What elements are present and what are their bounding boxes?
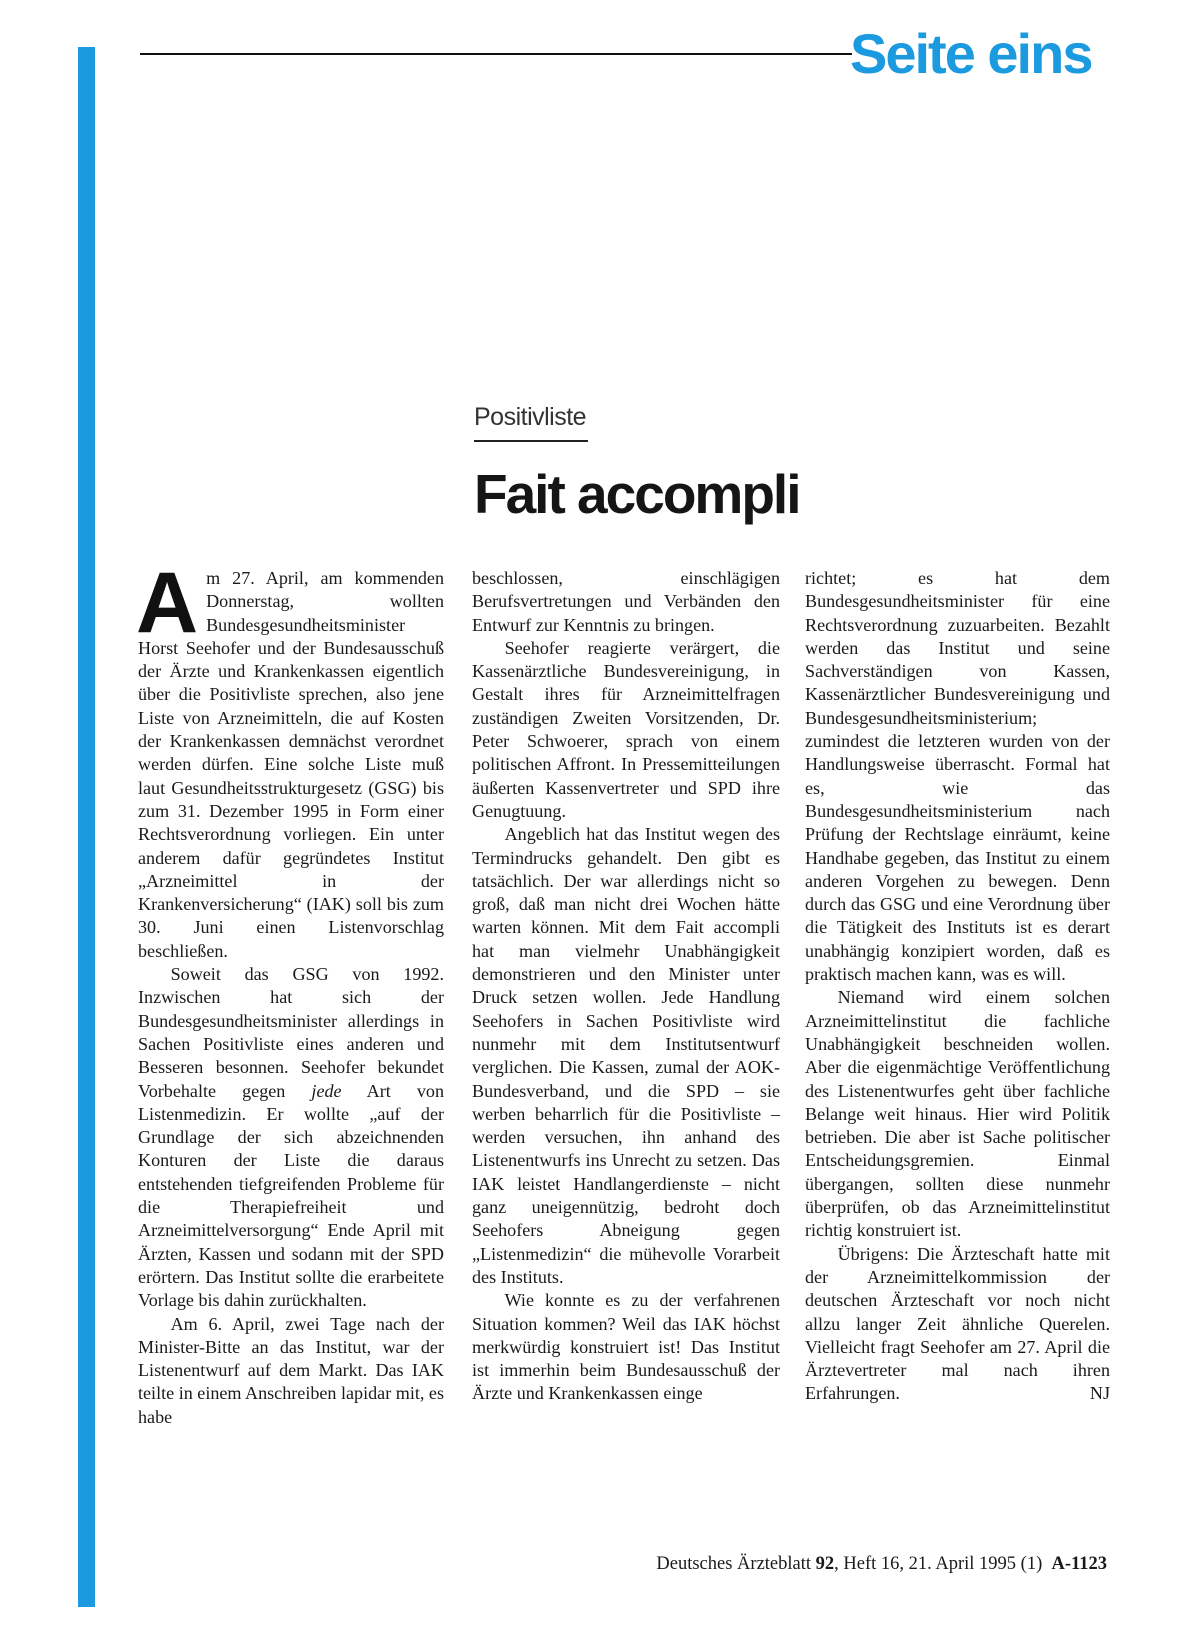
paragraph-8: Übrigens: Die Ärzteschaft hatte mit der Arzneimittelkommission der deutschen Ärzteschaft vor noch nicht allzu langer Zeit ähnliche Querelen. Vielleicht fragt Seehofer am 27. April die Ärztevertreter mal nach ihren Erfahrungen. xyxy=(805,1243,1110,1404)
paragraph-6: Wie konnte es zu der verfahrenen Situation kommen? Weil das IAK höchst merkwürdig konstruiert ist! Das Institut ist immerhin beim Bundesausschuß der Ärzte und Krankenkassen einge xyxy=(472,1290,780,1404)
article-column-1 xyxy=(136,555,444,1429)
author-signature: NJ xyxy=(1089,1383,1110,1404)
paragraph-3: Am 6. April, zwei Tage nach der Minister-Bitte an das Institut, war der Listenentwurf auf dem Markt. Das IAK teilte in einem Anschreiben lapidar mit, es habe xyxy=(138,1313,444,1427)
issue-info: , Heft 16, 21. April 1995 (1) xyxy=(834,1554,1043,1574)
journal-name: Deutsches Ärzteblatt xyxy=(656,1554,812,1574)
article-column-3 xyxy=(805,567,1110,1406)
paragraph-5: Angeblich hat das Institut wegen des Termindrucks gehandelt. Den gibt es tatsächlich. Der war allerdings nicht so groß, daß man nicht drei Wochen hätte warten können. Mit dem Fait accompli hat man vielmehr Unabhängigkeit demonstrieren und den Minister unter Druck setzen wollen. Jede Handlung Seehofers in Sachen Positivliste wird nunmehr mit dem Institutsentwurf verglichen. Die Kassen, zumal der AOK-Bundesverband, und die SPD – sie werben beharrlich für die Positivliste – werden versuchen, ihn anhand des Listenentwurfs ins Unrecht zu setzen. Das IAK leistet Handlangerdienste – nicht ganz uneigennützig, bedroht doch Seehofers Abneigung gegen „Listenmedizin“ die mühevolle Vorarbeit des Instituts. xyxy=(472,824,780,1287)
paragraph-6-cont: richtet; es hat dem Bundesgesundheitsminister für eine Rechtsverordnung zuzuarbeiten. Bezahlt werden das Institut und seine Sachverständigen von Kassen, Kassenärztlicher Bundesvereinigung und Bundesgesundheitsministerium; zumindest die letzteren wurden von der Handlungsweise überrascht. Formal hat es, wie das Bundesgesundheitsministerium nach Prüfung der Rechtslage einräumt, keine Handhabe gegeben, das Institut zu einem anderen Vorgehen zu bewegen. Denn durch das GSG und eine Verordnung über die Tätigkeit des Instituts ist es derart unabhängig konzipiert worden, daß es praktisch machen kann, was es will. xyxy=(805,568,1110,985)
journal-volume: 92 xyxy=(815,1554,835,1574)
paragraph-4: Seehofer reagierte verärgert, die Kassenärztliche Bundesvereinigung, in Gestalt ihres für Arzneimittelfragen zuständigen Zweiten Vorsitzenden, Dr. Peter Schwoerer, sprach von einem politischen Affront. In Pressemitteilungen äußerten Kassenvertreter und SPD ihre Genugtuung. xyxy=(472,637,780,821)
paragraph-3-cont: beschlossen, einschlägigen Berufsvertretungen und Verbänden den Entwurf zur Kenntnis zu bringen. xyxy=(472,568,780,635)
kicker-underline xyxy=(474,440,588,442)
article-kicker: Positivliste xyxy=(474,403,587,431)
page-footer xyxy=(656,1554,1107,1575)
article-column-2 xyxy=(472,567,780,1406)
accent-sidebar xyxy=(78,47,95,1607)
paragraph-1: Am 27. April, am kommenden Donnerstag, wollten Bundesgesundheitsminister Horst Seehofer und der Bundesausschuß der Ärzte und Krankenkassen eigentlich über die Positivliste sprechen, also jene Liste von Arzneimitteln, die auf Kosten der Krankenkassen demnächst verordnet werden dürfen. Eine solche Liste muß laut Gesundheitsstrukturgesetz (GSG) bis zum 31. Dezember 1995 in Form einer Rechtsverordnung vorliegen. Ein unter anderem dafür gegründetes Institut „Arzneimittel in der Krankenversicherung“ (IAK) soll bis zum 30. Juni einen Listenvorschlag beschließen. xyxy=(136,555,444,961)
paragraph-7: Niemand wird einem solchen Arzneimittelinstitut die fachliche Unabhängigkeit beschneiden wollen. Aber die eigenmächtige Veröffentlichung des Listenentwurfes geht über fachliche Belange weit hinaus. Hier wird Politik betrieben. Die aber ist Sache politischer Entscheidungsgremien. Einmal übergangen, sollten diese nunmehr überprüfen, ob das Arzneimittelinstitut richtig konstruiert ist. xyxy=(805,987,1110,1241)
paragraph-2: Soweit das GSG von 1992. Inzwischen hat sich der Bundesgesundheitsminister allerdings in Sachen Positivliste eines anderen und Besseren besonnen. Seehofer bekundet Vorbehalte gegen jede Art von Listenmedizin. Er wollte „auf der Grundlage der sich abzeichnenden Konturen der Liste die daraus entstehenden tiefgreifenden Probleme für die Therapiefreiheit und Arzneimittelversorgung“ Ende April mit Ärzten, Kassen und sodann mit der SPD erörtern. Das Institut sollte die erarbeitete Vorlage bis dahin zurückhalten. xyxy=(138,964,444,1311)
drop-cap: A xyxy=(136,555,199,651)
page-number: A-1123 xyxy=(1051,1554,1107,1574)
header-rule xyxy=(140,53,852,55)
section-title: Seite eins xyxy=(850,22,1092,85)
article-headline: Fait accompli xyxy=(474,463,800,525)
